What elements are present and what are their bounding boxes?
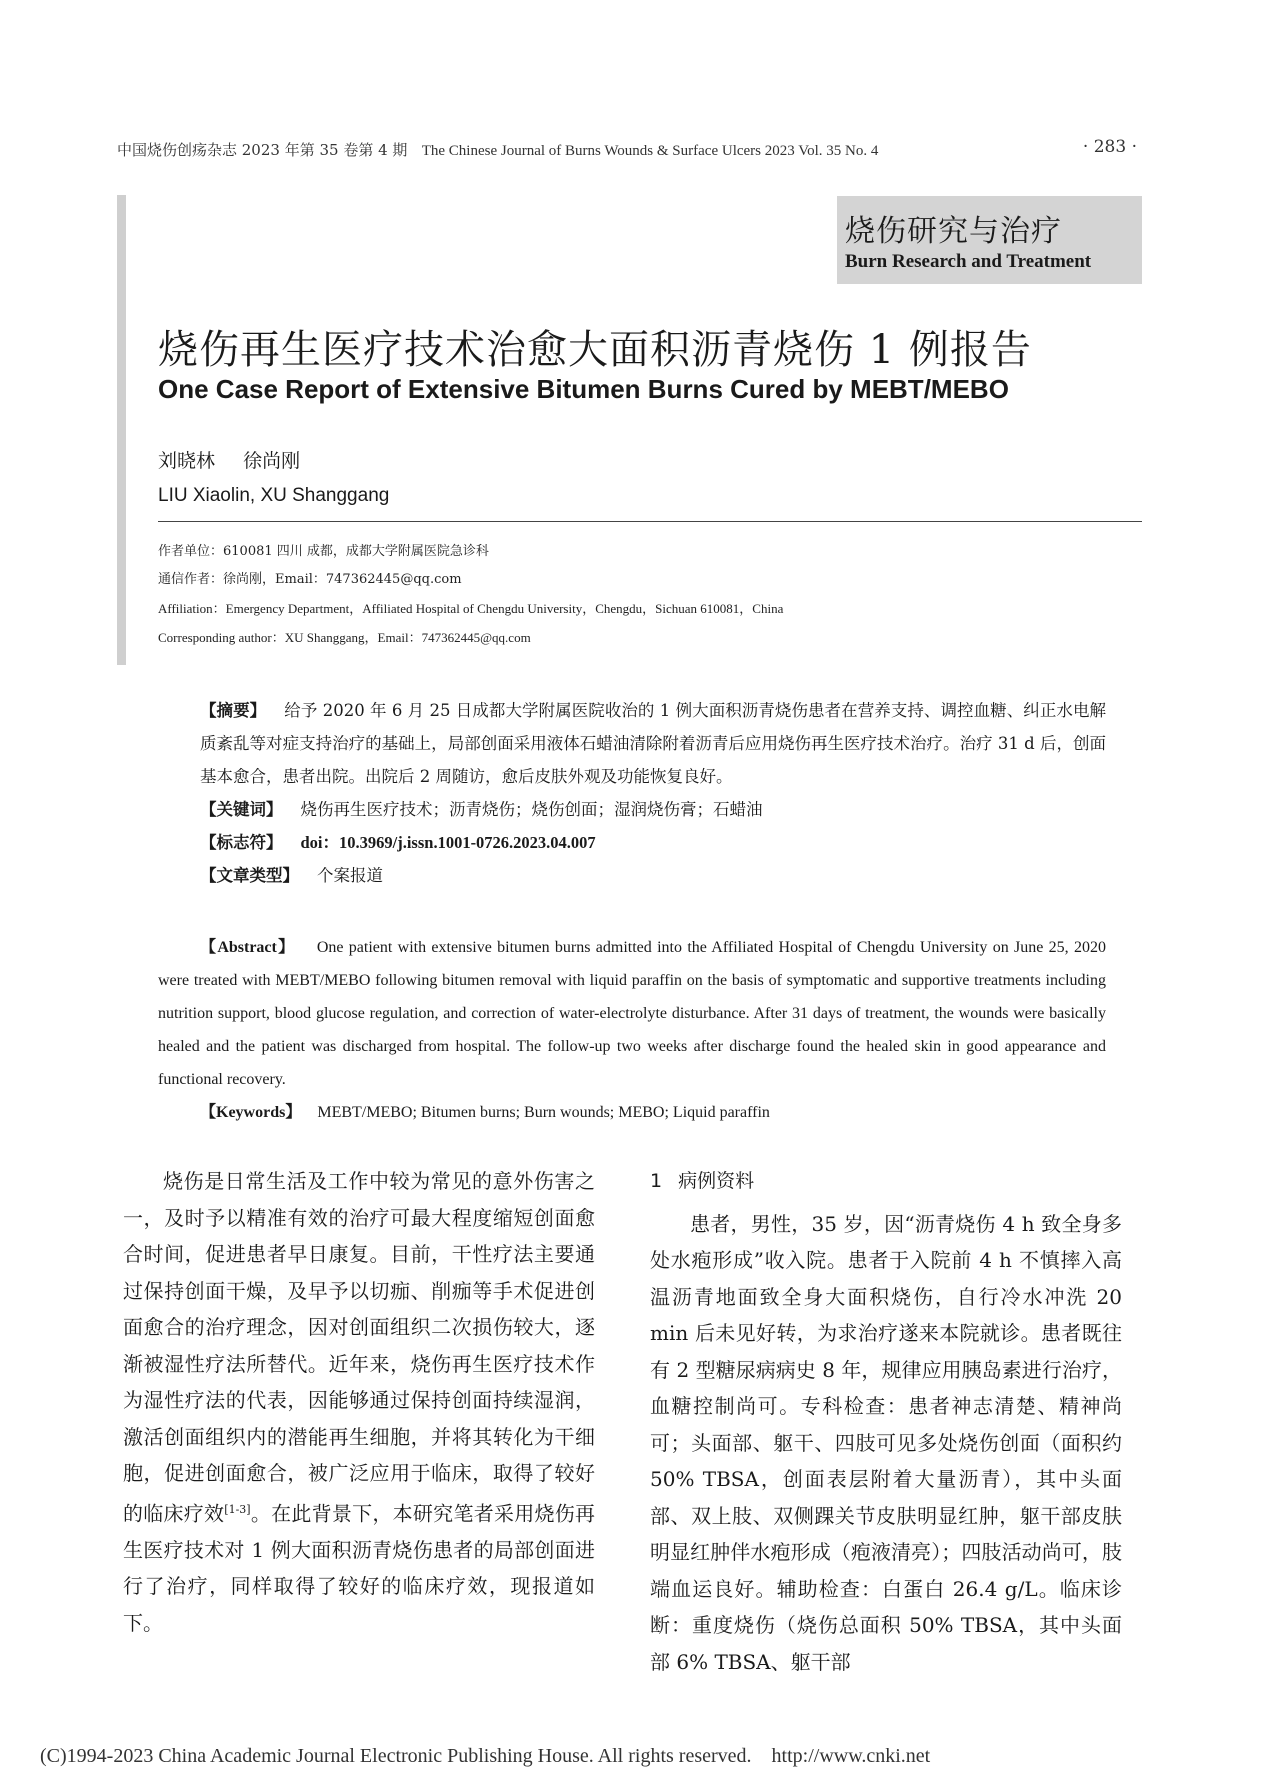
intro-text-cont: 。在此背景下，本研究笔者采用烧伤再生医疗技术对 1 例大面积沥青烧伤患者的局部创面进行了治疗，同样取得了较好的临床疗效，现报道如下。 [123,1501,596,1635]
intro-text: 烧伤是日常生活及工作中较为常见的意外伤害之一，及时予以精准有效的治疗可最大程度缩短创面愈合时间，促进患者早日康复。目前，干性疗法主要通过保持创面干燥，及早予以切痂、削痂等手术促进创面愈合的治疗理念，因对创面组织二次损伤较大，逐渐被湿性疗法所替代。近年来，烧伤再生医疗技术作为湿性疗法的代表，因能够通过保持创面持续湿润，激活创面组织内的潜能再生细胞，并将其转化为干细胞，促进创面愈合，被广泛应用于临床，取得了较好的临床疗效 [123,1169,595,1526]
intro-paragraph [123,1163,595,1641]
author-name: 刘晓林 [158,450,216,472]
authors-cn [158,446,300,473]
running-header [117,139,1137,160]
column-badge [837,196,1142,284]
keywords-label: 【关键词】 [200,800,283,819]
body-left-column [123,1163,595,1641]
column-title-cn: 烧伤研究与治疗 [845,214,1062,249]
column-title-en: Burn Research and Treatment [845,251,1092,272]
abstract-en [158,931,1106,1129]
abstract-en-text: One patient with extensive bitumen burns admitted into the Affiliated Hospital of Chengdu University on June 25, 2020 were treated with MEBT/MEBO following bitumen removal with liquid paraffin on the basis of symptomatic and supportive treatments including nutrition support, blood glucose regulation, and correction of water-electrolyte disturbance. After 31 days of treatment, the wounds were basically healed and the patient was discharged from hospital. The follow-up two weeks after discharge found the healed skin in good appearance and functional recovery. [158,939,1106,1088]
abstract-text: 给予 2020 年 6 月 25 日成都大学附属医院收治的 1 例大面积沥青烧伤患者在营养支持、调控血糖、纠正水电解质紊乱等对症支持治疗的基础上，局部创面采用液体石蜡油清除附着沥青后应用烧伤再生医疗技术治疗。治疗 31 d 后，创面基本愈合，患者出院。出院后 2 周随访，愈后皮肤外观及功能恢复良好。 [200,701,1106,786]
doi-label: 【标志符】 [200,833,283,852]
authors-en: LIU Xiaolin, XU Shanggang [158,485,390,506]
article-title-cn: 烧伤再生医疗技术治愈大面积沥青烧伤 1 例报告 [158,327,1032,373]
keywords-text: 烧伤再生医疗技术；沥青烧伤；烧伤创面；湿润烧伤膏；石蜡油 [300,800,763,819]
article-type-label: 【文章类型】 [200,866,299,885]
abstract-label: 【摘要】 [200,701,267,720]
section-title: 病例资料 [678,1170,755,1192]
copyright-text: (C)1994-2023 China Academic Journal Electronic Publishing House. All rights reserved. [40,1745,752,1767]
abstract-cn [158,694,1106,892]
section-heading [650,1163,1122,1200]
keywords-en-text: MEBT/MEBO; Bitumen burns; Burn wounds; MEBO; Liquid paraffin [317,1104,770,1121]
citation-ref: [1-3] [224,1502,251,1516]
affiliation-cn: 作者单位：610081 四川 成都，成都大学附属医院急诊科 [158,544,489,559]
affiliation-en: Affiliation：Emergency Department，Affiliated Hospital of Chengdu University，Chengdu，Sichuan 610081，China [158,601,784,616]
journal-name-en: The Chinese Journal of Burns Wounds & Surface Ulcers 2023 Vol. 35 No. 4 [421,143,879,159]
page-number: · 283 · [1082,137,1137,157]
case-paragraph: 患者，男性，35 岁，因“沥青烧伤 4 h 致全身多处水疱形成”收入院。患者于入院前 4 h 不慎摔入高温沥青地面致全身大面积烧伤，自行冷水冲洗 20 min 后未见好转，为求治疗遂来本院就诊。患者既往有 2 型糖尿病病史 8 年，规律应用胰岛素进行治疗，血糖控制尚可。专科检查：患者神志清楚、精神尚可；头面部、躯干、四肢可见多处烧伤创面（面积约 50% TBSA，创面表层附着大量沥青），其中头面部、双上肢、双侧踝关节皮肤明显红肿，躯干部皮肤明显红肿伴水疱形成（疱液清亮）；四肢活动尚可，肢端血运良好。辅助检查：白蛋白 26.4 g/L。临床诊断：重度烧伤（烧伤总面积 50% TBSA，其中头面部 6% TBSA、躯干部 [650,1211,1122,1674]
doi-text: doi：10.3969/j.issn.1001-0726.2023.04.007 [300,833,596,852]
corresponding-author-en: Corresponding author：XU Shanggang，Email：747362445@qq.com [158,630,531,645]
left-accent-bar [117,195,126,665]
keywords-en-label: 【Keywords】 [200,1104,302,1121]
section-number: 1 [650,1170,663,1192]
divider [158,521,1142,522]
author-name: 徐尚刚 [243,450,301,472]
footer-url[interactable]: http://www.cnki.net [771,1745,931,1767]
copyright-footer [40,1745,930,1768]
article-type-text: 个案报道 [317,866,383,885]
body-right-column [650,1163,1122,1680]
journal-name-cn: 中国烧伤创疡杂志 2023 年第 35 卷第 4 期 [117,141,408,159]
corresponding-author-cn: 通信作者：徐尚刚，Email：747362445@qq.com [158,572,462,587]
abstract-en-label: 【Abstract】 [200,939,296,956]
article-title-en: One Case Report of Extensive Bitumen Burns Cured by MEBT/MEBO [158,374,1009,404]
